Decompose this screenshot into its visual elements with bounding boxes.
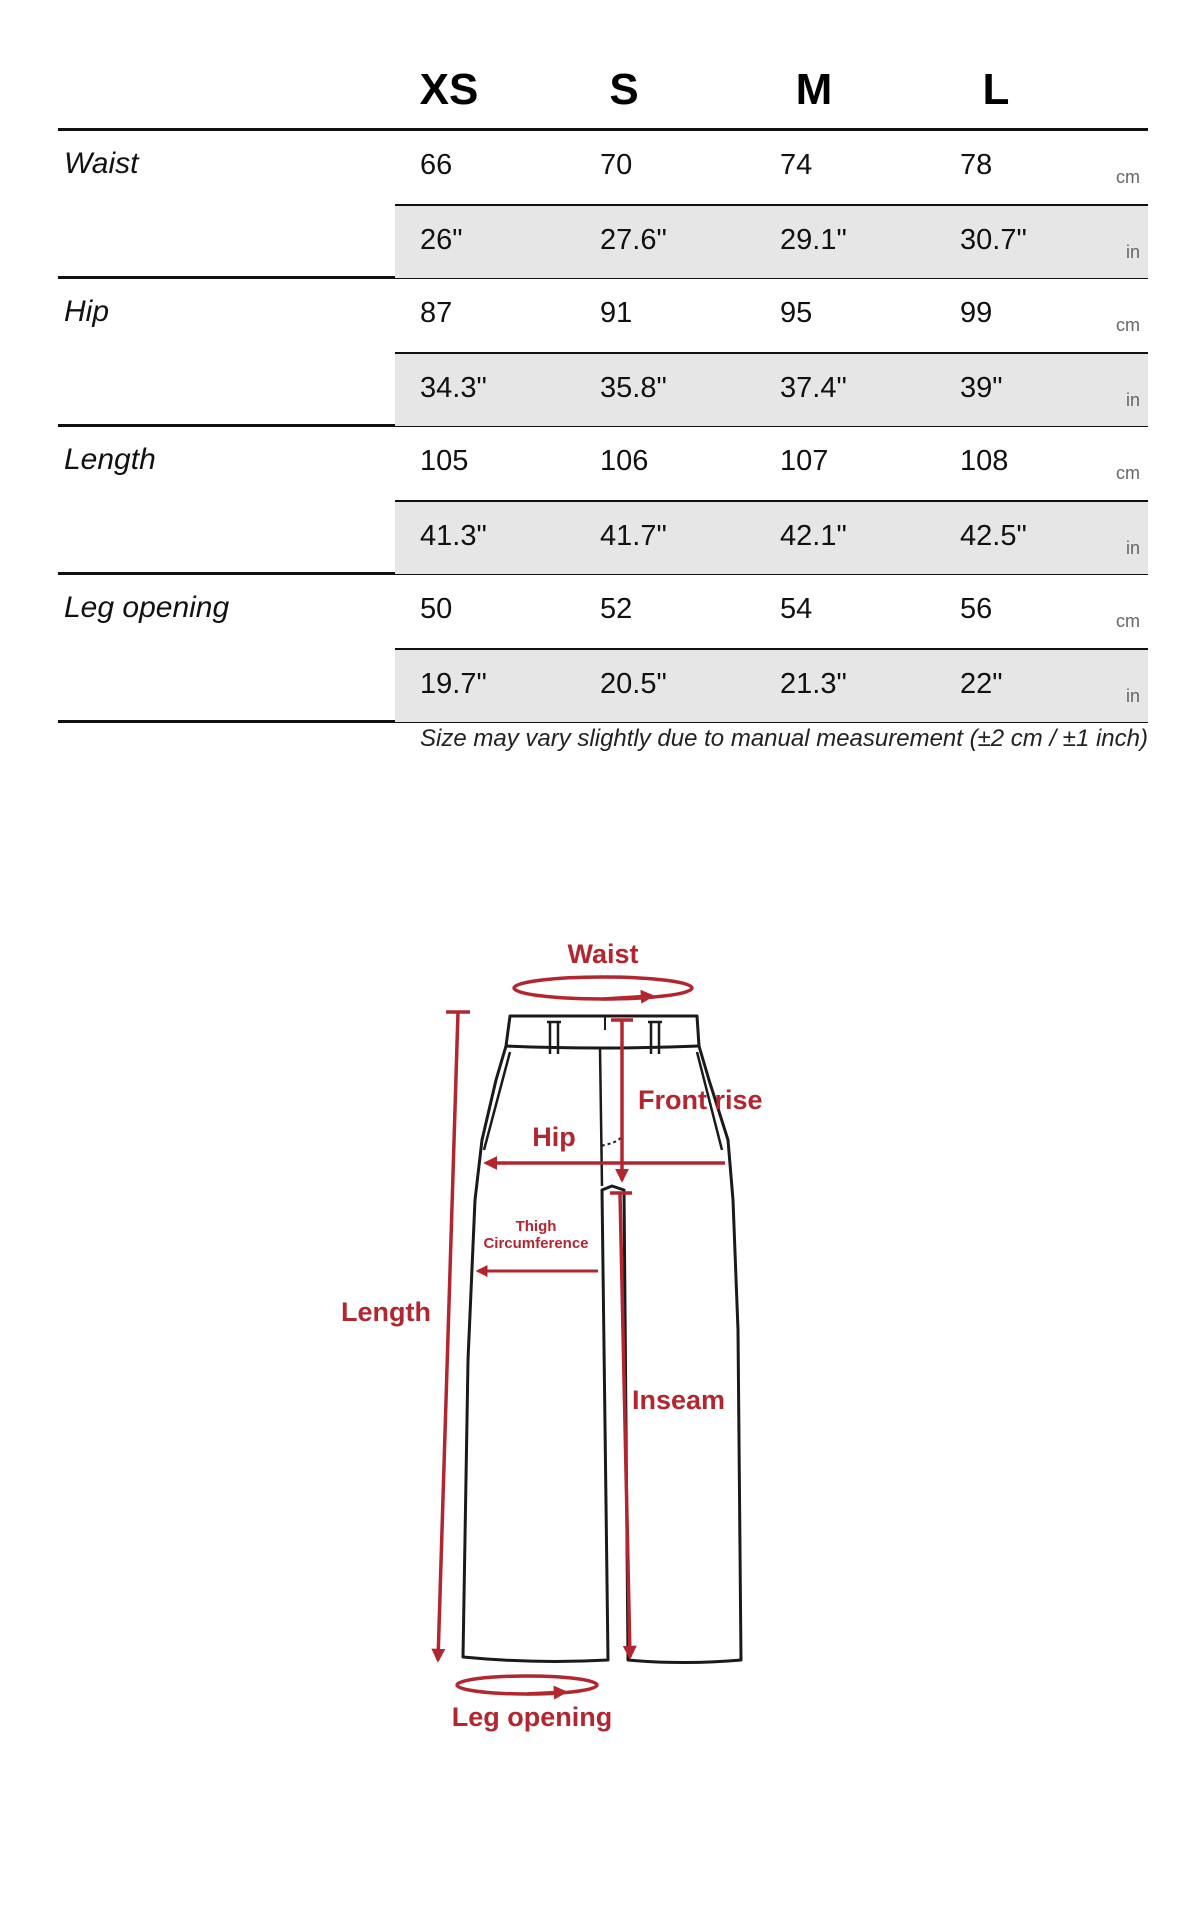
measurement-group-waist bbox=[58, 131, 1148, 279]
inch-row bbox=[395, 500, 1148, 574]
inseam-label: Inseam bbox=[632, 1385, 726, 1415]
size-header-s: S bbox=[609, 65, 639, 114]
value-cell: 78 bbox=[960, 149, 993, 181]
value-cell: 41.3" bbox=[420, 520, 487, 552]
cm-row bbox=[395, 575, 1148, 647]
value-cell: 107 bbox=[780, 445, 829, 477]
size-header-m: M bbox=[795, 65, 833, 114]
cm-row bbox=[395, 131, 1148, 203]
size-table bbox=[58, 55, 1148, 723]
value-cell: 95 bbox=[780, 297, 813, 329]
measurement-group-leg-opening bbox=[58, 575, 1148, 723]
value-cell: 54 bbox=[780, 593, 813, 625]
value-cell: 21.3" bbox=[780, 668, 847, 700]
length-label: Length bbox=[341, 1297, 431, 1327]
cm-row bbox=[395, 427, 1148, 499]
inch-row bbox=[395, 352, 1148, 426]
leg-opening-loop bbox=[457, 1676, 597, 1694]
value-cell: 99 bbox=[960, 297, 993, 329]
unit-label: in bbox=[1125, 390, 1140, 410]
value-cell: 22" bbox=[960, 668, 1003, 700]
size-header-l: L bbox=[982, 65, 1010, 114]
value-cell: 27.6" bbox=[600, 224, 667, 256]
inch-row bbox=[395, 204, 1148, 278]
value-cell: 37.4" bbox=[780, 372, 847, 404]
value-cell: 87 bbox=[420, 297, 453, 329]
value-cell: 34.3" bbox=[420, 372, 487, 404]
waist-measure bbox=[514, 939, 692, 999]
value-cell: 35.8" bbox=[600, 372, 667, 404]
measurement-label: Hip bbox=[64, 295, 110, 328]
value-cell: 42.1" bbox=[780, 520, 847, 552]
thigh-label-line2: Circumference bbox=[483, 1235, 589, 1252]
measurement-group-length bbox=[58, 427, 1148, 575]
value-cell: 39" bbox=[960, 372, 1003, 404]
unit-label: cm bbox=[1116, 315, 1140, 335]
unit-label: cm bbox=[1116, 463, 1140, 483]
front-rise-label: Front rise bbox=[638, 1085, 763, 1115]
size-header-row bbox=[58, 55, 1148, 131]
value-cell: 70 bbox=[600, 149, 633, 181]
value-cell: 74 bbox=[780, 149, 813, 181]
value-cell: 66 bbox=[420, 149, 453, 181]
value-cell: 56 bbox=[960, 593, 993, 625]
value-cell: 91 bbox=[600, 297, 633, 329]
measurement-group-hip bbox=[58, 279, 1148, 427]
value-cell: 108 bbox=[960, 445, 1009, 477]
value-cell: 52 bbox=[600, 593, 633, 625]
length-measure bbox=[341, 1012, 470, 1660]
waist-label: Waist bbox=[567, 939, 639, 969]
unit-label: in bbox=[1125, 686, 1140, 706]
leg-opening-measure bbox=[452, 1676, 612, 1732]
value-cell: 50 bbox=[420, 593, 453, 625]
hip-label: Hip bbox=[532, 1122, 576, 1152]
cm-row bbox=[395, 279, 1148, 351]
value-cell: 42.5" bbox=[960, 520, 1027, 552]
value-cell: 41.7" bbox=[600, 520, 667, 552]
inch-row bbox=[395, 648, 1148, 722]
measurement-label: Length bbox=[64, 443, 156, 476]
value-cell: 19.7" bbox=[420, 668, 487, 700]
pants-measurement-diagram bbox=[0, 920, 1200, 1760]
measurement-label: Leg opening bbox=[64, 591, 230, 624]
size-header-xs: XS bbox=[419, 65, 479, 114]
unit-label: cm bbox=[1116, 167, 1140, 187]
thigh-label-line1: Thigh bbox=[515, 1218, 557, 1235]
leg-opening-label: Leg opening bbox=[451, 1702, 613, 1732]
waist-loop bbox=[514, 977, 692, 999]
value-cell: 30.7" bbox=[960, 224, 1027, 256]
measurement-disclaimer: Size may vary slightly due to manual measurement (±2 cm / ±1 inch) bbox=[420, 725, 1148, 752]
value-cell: 106 bbox=[600, 445, 649, 477]
unit-label: cm bbox=[1116, 611, 1140, 631]
length-arrow bbox=[438, 1012, 458, 1660]
value-cell: 105 bbox=[420, 445, 469, 477]
value-cell: 20.5" bbox=[600, 668, 667, 700]
value-cell: 26" bbox=[420, 224, 463, 256]
value-cell: 29.1" bbox=[780, 224, 847, 256]
leg-opening-arrow bbox=[527, 1692, 565, 1694]
measurement-label: Waist bbox=[64, 147, 139, 180]
unit-label: in bbox=[1125, 538, 1140, 558]
unit-label: in bbox=[1125, 242, 1140, 262]
